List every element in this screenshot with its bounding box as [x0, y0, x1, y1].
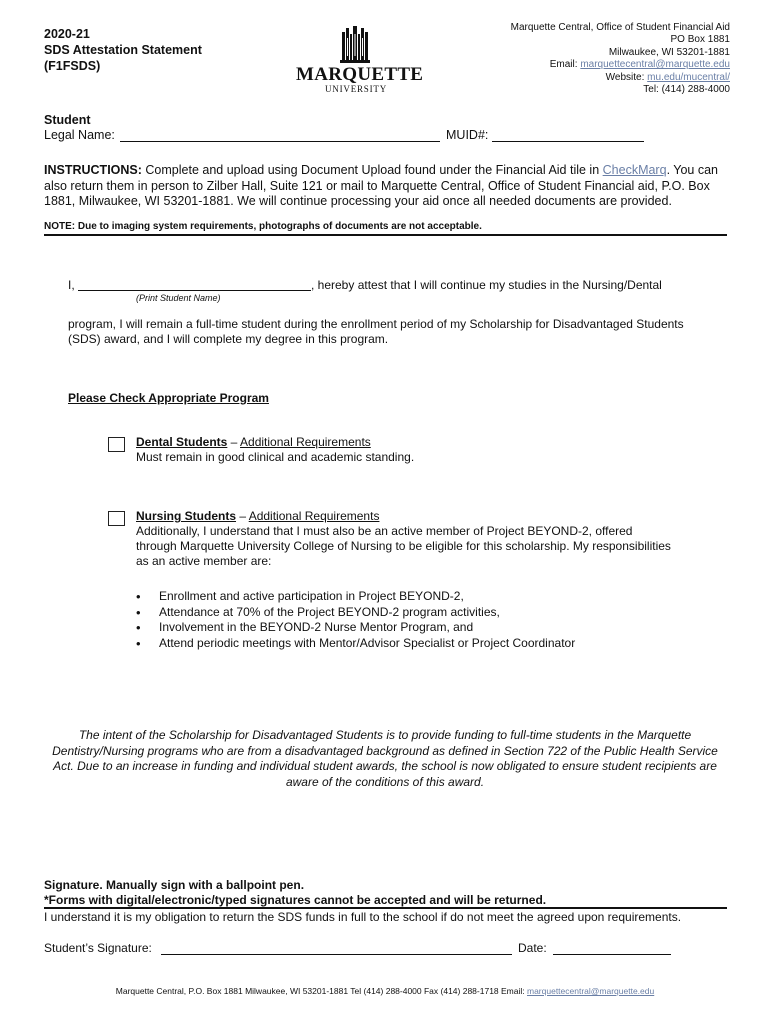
imaging-note: NOTE: Due to imaging system requirements, photographs of documents are not acceptable. — [44, 221, 482, 232]
attest-prefix: I, — [68, 278, 75, 292]
page-footer — [0, 986, 770, 996]
form-code: (F1FSDS) — [44, 59, 101, 73]
list-item: • Enrollment and active participation in Project BEYOND-2, — [136, 589, 696, 605]
form-header — [44, 26, 202, 74]
nursing-responsibilities-list — [136, 589, 696, 651]
dental-req-label: Additional Requirements — [240, 435, 371, 449]
office-website-line: Website: mu.edu/mucentral/ — [605, 71, 730, 83]
form-year: 2020-21 — [44, 27, 90, 41]
print-name-field[interactable] — [78, 290, 311, 291]
student-signature-field[interactable] — [161, 954, 512, 955]
signature-instruction: Signature. Manually sign with a ballpoint pen. — [44, 878, 305, 892]
logo-wordmark: MARQUETTE — [296, 64, 424, 85]
dental-checkbox[interactable] — [108, 437, 125, 452]
office-email-link[interactable]: marquettecentral@marquette.edu — [580, 59, 730, 71]
muid-label: MUID#: — [446, 128, 489, 142]
legal-name-field[interactable] — [120, 141, 440, 142]
office-contact-block — [511, 22, 730, 96]
dental-requirement: Must remain in good clinical and academic standing. — [136, 450, 415, 464]
office-po-box: PO Box 1881 — [670, 34, 730, 46]
obligation-statement: I understand it is my obligation to return the SDS funds in full to the school if do not meet the agreed upon requirements. — [44, 910, 682, 924]
logo-subtext: UNIVERSITY — [325, 84, 387, 94]
dental-title-line: Dental Students – Additional Requirements — [136, 435, 371, 449]
instructions-divider — [44, 234, 727, 236]
office-tel: Tel: (414) 288-4000 — [643, 84, 730, 96]
dental-section — [136, 435, 716, 465]
office-name: Marquette Central, Office of Student Financial Aid — [510, 22, 730, 33]
signature-divider — [44, 907, 727, 909]
nursing-title-line: Nursing Students – Additional Requirements — [136, 509, 380, 523]
signature-warning: *Forms with digital/electronic/typed signatures cannot be accepted and will be returned. — [44, 893, 547, 907]
student-signature-label: Student’s Signature: — [44, 941, 152, 955]
muid-field[interactable] — [492, 141, 644, 142]
list-item: • Attend periodic meetings with Mentor/Advisor Specialist or Project Coordinator — [136, 636, 696, 652]
nursing-req-label: Additional Requirements — [248, 509, 380, 523]
instructions-paragraph: INSTRUCTIONS: Complete and upload using Document Upload found under the Financial Aid tile in CheckMarq. You can also return them in person to Zilber Hall, Suite 121 or mail to Marquette Central, Office of Student Financial aid, P.O. Box 1881, Milwaukee, WI 53201-1881. We will continue processing your aid once all needed documents are provided. — [44, 163, 719, 208]
form-title: SDS Attestation Statement — [44, 43, 202, 57]
footer-email-link[interactable]: marquettecentral@marquette.edu — [527, 986, 655, 996]
nursing-section — [136, 509, 676, 569]
list-item: • Attendance at 70% of the Project BEYOND-2 program activities, — [136, 605, 696, 621]
date-label: Date: — [518, 941, 547, 955]
nursing-requirement: Additionally, I understand that I must also be an active member of Project BEYOND-2, offered through Marquette University College of Nursing to be eligible for this scholarship. My responsibilities as an active member are: — [136, 524, 671, 568]
attest-continuation: program, I will remain a full-time student during the enrollment period of my Scholarship for Disadvantaged Students (SDS) award, and I will complete my degree in this program. — [68, 317, 684, 346]
instructions-label: INSTRUCTIONS: — [44, 163, 142, 177]
legal-name-label: Legal Name: — [44, 128, 115, 142]
marquette-logo — [296, 26, 424, 96]
print-name-caption: (Print Student Name) — [136, 293, 221, 303]
attest-suffix: , hereby attest that I will continue my studies in the Nursing/Dental — [311, 278, 662, 292]
date-field[interactable] — [553, 954, 671, 955]
footer-contact: Marquette Central, P.O. Box 1881 Milwaukee, WI 53201-1881 Tel (414) 288-4000 Fax (414) 288-1718 Email: — [115, 986, 527, 996]
nursing-title: Nursing Students — [136, 509, 237, 523]
program-heading: Please Check Appropriate Program — [68, 391, 269, 405]
office-website-link[interactable]: mu.edu/mucentral/ — [647, 71, 730, 83]
student-heading: Student — [44, 113, 91, 127]
office-city: Milwaukee, WI 53201-1881 — [608, 46, 730, 58]
checkmarq-link[interactable]: CheckMarq — [602, 163, 667, 177]
intent-statement: The intent of the Scholarship for Disadvantaged Students is to provide funding to full-time students in the Marquette Dentistry/Nursing programs who are from a disadvantaged background as defined in Section 722 of the Public Health Service Act. Due to an increase in funding and individual student awards, the school is now obligated to ensure student recipients are aware of the conditions of this award. — [52, 728, 718, 789]
nursing-checkbox[interactable] — [108, 511, 125, 526]
dental-title: Dental Students — [136, 435, 228, 449]
list-item: • Involvement in the BEYOND-2 Nurse Mentor Program, and — [136, 620, 696, 636]
office-email-line: Email: marquettecentral@marquette.edu — [549, 59, 730, 71]
